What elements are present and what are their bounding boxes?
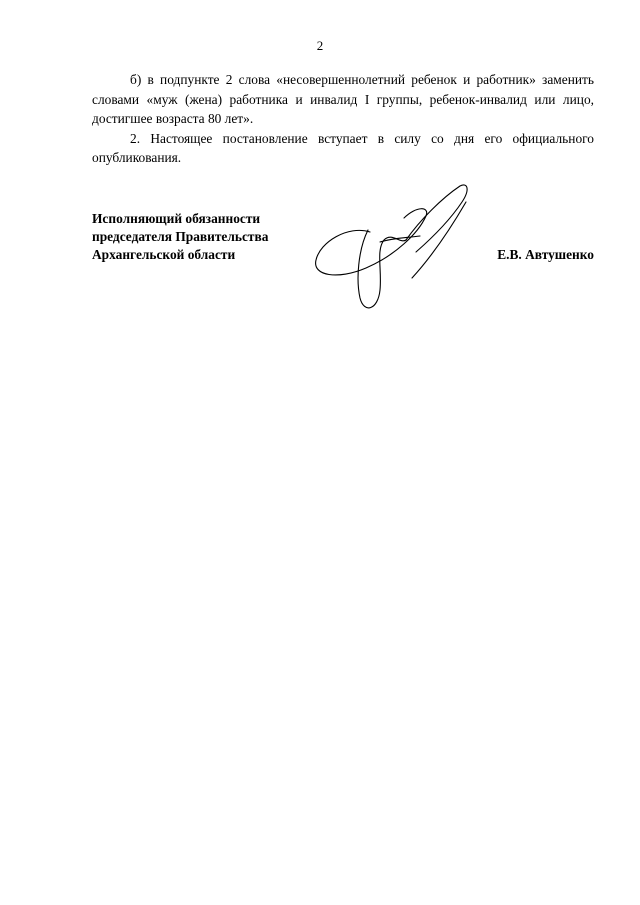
signer-position xyxy=(92,210,332,264)
paragraph-effective-date: 2. Настоящее постановление вступает в силу со дня его официального опубликования. xyxy=(92,130,594,165)
signer-position-line: Исполняющий обязанности xyxy=(92,211,261,226)
signer-position-line: председателя Правительства xyxy=(92,229,269,244)
signer-position-line: Архангельской области xyxy=(92,247,236,262)
paragraph-amendment-b: б) в подпункте 2 слова «несовершеннолетний ребенок и работник» заменить словами «муж (жена) работника и инвалид I группы, ребенок-инвалид или лицо, достигшее возраста 80 лет». xyxy=(92,72,594,126)
signer-name: Е.В. Автушенко xyxy=(497,247,594,262)
document-body xyxy=(92,70,594,168)
page-number: 2 xyxy=(316,38,324,53)
handwritten-signature xyxy=(308,180,478,315)
